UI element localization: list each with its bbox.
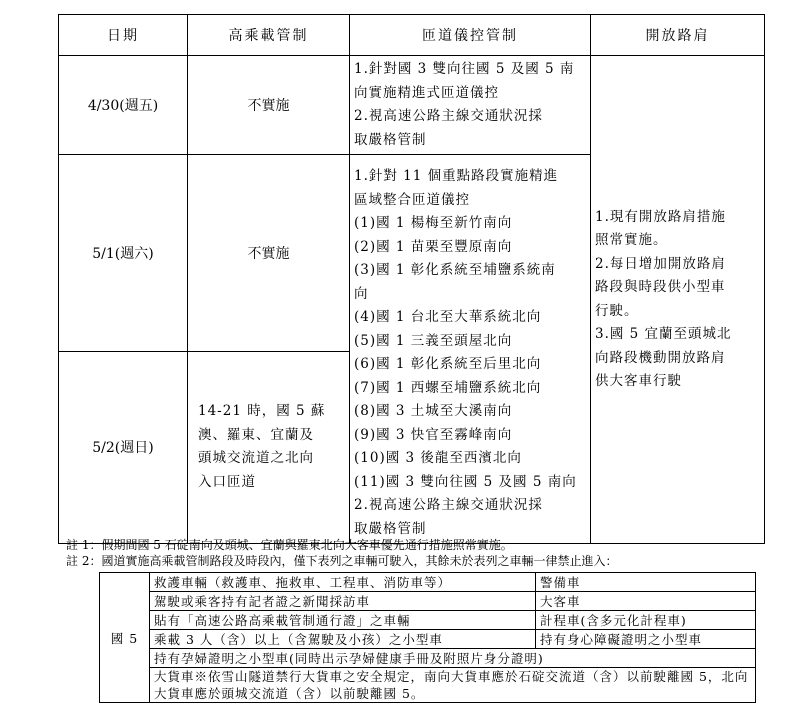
ramp-line: (3)國 1 彰化系統至埔鹽系統南 bbox=[354, 262, 556, 278]
ramp-line: 區域整合匝道儀控 bbox=[354, 191, 470, 208]
header-ramp: 匝道儀控管制 bbox=[350, 15, 591, 56]
header-shoulder: 開放路肩 bbox=[591, 15, 765, 56]
hov-line: 頭城交流道之北向 bbox=[198, 450, 314, 467]
vehicle-row bbox=[100, 611, 756, 630]
vehicle-row bbox=[100, 668, 756, 703]
shoulder-line: 照常實施。 bbox=[595, 232, 668, 248]
hov-cell: 不實施 bbox=[188, 56, 350, 155]
ramp-line: 取嚴格管制 bbox=[354, 131, 427, 148]
vehicle-cell: 貼有「高速公路高乘載管制通行證」之車輛 bbox=[150, 611, 536, 630]
hov-cell: 不實施 bbox=[188, 155, 350, 352]
highway-label: 國 5 bbox=[100, 573, 150, 703]
date-cell: 5/1(週六) bbox=[59, 155, 188, 352]
header-date: 日期 bbox=[59, 15, 188, 56]
vehicle-row bbox=[100, 649, 756, 668]
row-0430 bbox=[59, 56, 765, 155]
shoulder-line: 1.現有開放路肩措施 bbox=[595, 208, 726, 225]
note-1: 註 1：假期間國 5 石碇南向及頭城、宜蘭與羅東北向大客車優先通行措施照常實施。 bbox=[66, 538, 513, 552]
schedule-table bbox=[58, 14, 765, 544]
date-cell: 4/30(週五) bbox=[59, 56, 188, 155]
vehicle-cell: 大客車 bbox=[536, 592, 756, 611]
ramp-line: (2)國 1 苗栗至豐原南向 bbox=[354, 238, 513, 255]
shoulder-line: 路段與時段供小型車 bbox=[595, 279, 726, 295]
vehicle-cell: 乘載 3 人（含）以上（含駕駛及小孩）之小型車 bbox=[150, 630, 536, 649]
pregnant-vehicle-cell: 持有孕婦證明之小型車(同時出示孕婦健康手冊及附照片身分證明) bbox=[150, 649, 756, 668]
hov-line: 入口匝道 bbox=[198, 473, 256, 490]
ramp-line: (5)國 1 三義至頭屋北向 bbox=[354, 332, 513, 349]
header-hov: 高乘載管制 bbox=[188, 15, 350, 56]
ramp-line: (1)國 1 楊梅至新竹南向 bbox=[354, 215, 513, 231]
hov-line: 澳、羅東、宜蘭及 bbox=[198, 426, 314, 443]
vehicle-cell: 持有身心障礙證明之小型車 bbox=[536, 630, 756, 649]
header-row bbox=[59, 15, 765, 56]
ramp-line: 取嚴格管制 bbox=[354, 520, 427, 537]
ramp-line: 2.視高速公路主線交通狀況採 bbox=[354, 108, 543, 124]
date-cell: 5/2(週日) bbox=[59, 351, 188, 543]
ramp-line: (9)國 3 快官至霧峰南向 bbox=[354, 426, 513, 443]
hov-line: 14-21 時，國 5 蘇 bbox=[198, 403, 326, 420]
hov-cell bbox=[188, 351, 350, 543]
ramp-line: (4)國 1 台北至大華系統北向 bbox=[354, 309, 542, 325]
note-2: 註 2：國道實施高乘載管制路段及時段內，僅下表列之車輛可駛入，其餘未於表列之車輛一律禁止進入： bbox=[66, 554, 618, 568]
ramp-cell bbox=[350, 56, 591, 155]
vehicle-cell: 駕駛或乘客持有記者證之新聞採訪車 bbox=[150, 592, 536, 611]
ramp-line: 向 bbox=[354, 285, 369, 302]
ramp-line: (8)國 3 土城至大溪南向 bbox=[354, 403, 513, 419]
shoulder-line: 向路段機動開放路肩 bbox=[595, 349, 726, 366]
vehicle-row bbox=[100, 630, 756, 649]
ramp-line: 向實施精進式匝道儀控 bbox=[354, 84, 499, 101]
truck-rule-cell: 大貨車※依雪山隧道禁行大貨車之安全規定，南向大貨車應於石碇交流道（含）以前駛離國 5，北向大貨車應於頭城交流道（含）以前駛離國 5。 bbox=[150, 668, 756, 703]
vehicle-cell: 救護車輛（救護車、拖救車、工程車、消防車等） bbox=[150, 573, 536, 592]
ramp-line: 1.針對國 3 雙向往國 5 及國 5 南 bbox=[354, 61, 575, 77]
shoulder-line: 3.國 5 宜蘭至頭城北 bbox=[595, 326, 732, 342]
shoulder-line: 2.每日增加開放路肩 bbox=[595, 255, 726, 272]
notes bbox=[66, 537, 617, 569]
vehicle-row bbox=[100, 573, 756, 592]
ramp-cell-shared bbox=[350, 155, 591, 544]
shoulder-line: 行駛。 bbox=[595, 302, 639, 319]
shoulder-cell bbox=[591, 56, 765, 544]
ramp-line: 1.針對 11 個重點路段實施精進 bbox=[354, 168, 559, 184]
vehicle-cell: 警備車 bbox=[536, 573, 756, 592]
vehicle-row bbox=[100, 592, 756, 611]
ramp-line: (10)國 3 後龍至西濱北向 bbox=[354, 450, 522, 466]
vehicle-cell: 計程車(含多元化計程車) bbox=[536, 611, 756, 630]
ramp-line: (11)國 3 雙向往國 5 及國 5 南向 bbox=[354, 473, 577, 490]
ramp-line: 2.視高速公路主線交通狀況採 bbox=[354, 497, 543, 513]
ramp-line: (7)國 1 西螺至埔鹽系統北向 bbox=[354, 379, 542, 396]
ramp-line: (6)國 1 彰化系統至后里北向 bbox=[354, 356, 542, 372]
allowed-vehicles-table bbox=[99, 572, 756, 703]
shoulder-line: 供大客車行駛 bbox=[595, 373, 682, 389]
